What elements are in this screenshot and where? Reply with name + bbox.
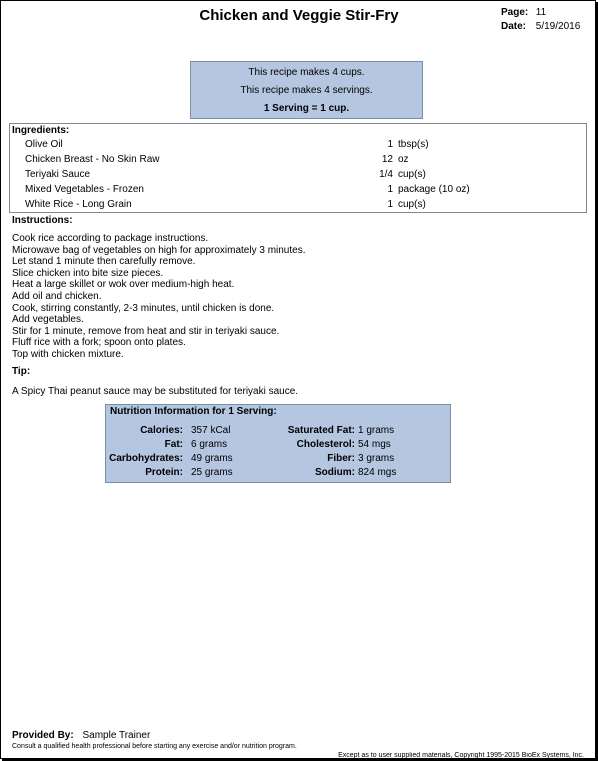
- nutrition-box: [105, 404, 451, 483]
- instruction-line: Microwave bag of vegetables on high for approximately 3 minutes.: [12, 244, 306, 256]
- ingredient-row: [10, 167, 586, 182]
- provided-label: Provided By:: [12, 730, 74, 741]
- instruction-line: Let stand 1 minute then carefully remove.: [12, 256, 196, 268]
- copyright-notice: Except as to user supplied materials, Copyright 1995-2015 BioEx Systems, Inc.: [338, 752, 584, 758]
- ingredients-heading: Ingredients:: [12, 125, 70, 136]
- page-label: Page:: [501, 7, 529, 18]
- nutrition-row: [106, 466, 450, 480]
- ingredient-name: Teriyaki Sauce: [25, 169, 91, 180]
- nutrient-value: 54 mgs: [358, 439, 391, 450]
- yield-cups: This recipe makes 4 cups.: [248, 67, 365, 78]
- recipe-title: Chicken and Veggie Stir-Fry: [199, 7, 399, 24]
- instruction-line: Cook, stirring constantly, 2-3 minutes, until chicken is done.: [12, 302, 275, 314]
- ingredient-qty: 1: [387, 199, 393, 210]
- ingredient-row: [10, 182, 586, 197]
- ingredient-unit: tbsp(s): [398, 139, 429, 150]
- ingredient-qty: 1: [387, 139, 393, 150]
- date-value: 5/19/2016: [535, 21, 581, 32]
- nutrient-label: Fiber:: [327, 453, 355, 464]
- nutrient-value: 357 kCal: [191, 425, 231, 436]
- nutrition-row: [106, 452, 450, 466]
- nutrient-label: Cholesterol:: [296, 439, 355, 450]
- instruction-line: Heat a large skillet or wok over medium-high heat.: [12, 279, 235, 291]
- health-disclaimer: Consult a qualified health professional before starting any exercise and/or nutrition program.: [12, 743, 297, 750]
- nutrition-heading: Nutrition Information for 1 Serving:: [110, 406, 277, 417]
- nutrient-value: 3 grams: [358, 453, 395, 464]
- serving-size: 1 Serving = 1 cup.: [263, 103, 350, 114]
- nutrient-label: Protein:: [145, 467, 183, 478]
- instruction-line: Stir for 1 minute, remove from heat and stir in teriyaki sauce.: [12, 325, 280, 337]
- nutrient-label: Calories:: [140, 425, 183, 436]
- nutrient-label: Fat:: [164, 439, 183, 450]
- nutrient-label: Sodium:: [315, 467, 355, 478]
- print-date: [501, 21, 580, 32]
- ingredient-row: [10, 137, 586, 152]
- instructions-list: [12, 233, 306, 361]
- provided-value: Sample Trainer: [82, 730, 151, 741]
- ingredient-unit: cup(s): [398, 169, 426, 180]
- instruction-line: Top with chicken mixture.: [12, 348, 124, 360]
- instruction-line: Fluff rice with a fork; spoon onto plates.: [12, 337, 186, 349]
- ingredient-name: Mixed Vegetables - Frozen: [25, 184, 144, 195]
- nutrition-row: [106, 438, 450, 452]
- yield-box: [190, 61, 423, 119]
- ingredient-unit: cup(s): [398, 199, 426, 210]
- nutrient-value: 1 grams: [358, 425, 395, 436]
- nutrient-value: 6 grams: [191, 439, 228, 450]
- page-value: 11: [535, 7, 547, 18]
- page-number: [501, 7, 546, 18]
- ingredient-unit: oz: [398, 154, 409, 165]
- instructions-heading: Instructions:: [12, 215, 73, 226]
- tip-heading: Tip:: [12, 366, 31, 377]
- ingredient-name: Olive Oil: [25, 139, 63, 150]
- ingredient-qty: 1: [387, 184, 393, 195]
- ingredient-row: [10, 197, 586, 212]
- instruction-line: Slice chicken into bite size pieces.: [12, 267, 164, 279]
- ingredients-box: [9, 123, 587, 213]
- ingredient-name: White Rice - Long Grain: [25, 199, 132, 210]
- yield-servings: This recipe makes 4 servings.: [240, 85, 373, 96]
- tip-text: A Spicy Thai peanut sauce may be substituted for teriyaki sauce.: [12, 386, 299, 397]
- ingredient-qty: 12: [381, 154, 393, 165]
- instruction-line: Add oil and chicken.: [12, 290, 102, 302]
- nutrient-value: 824 mgs: [358, 467, 397, 478]
- nutrient-value: 25 grams: [191, 467, 233, 478]
- nutrient-label: Carbohydrates:: [109, 453, 183, 464]
- ingredient-name: Chicken Breast - No Skin Raw: [25, 154, 160, 165]
- date-label: Date:: [501, 21, 527, 32]
- ingredient-qty: 1/4: [379, 169, 393, 180]
- nutrient-label: Saturated Fat:: [287, 425, 355, 436]
- nutrition-row: [106, 424, 450, 438]
- provided-by: [12, 730, 150, 741]
- instruction-line: Add vegetables.: [12, 314, 84, 326]
- ingredient-row: [10, 152, 586, 167]
- instruction-line: Cook rice according to package instructions.: [12, 233, 209, 244]
- nutrient-value: 49 grams: [191, 453, 233, 464]
- ingredient-unit: package (10 oz): [398, 184, 470, 195]
